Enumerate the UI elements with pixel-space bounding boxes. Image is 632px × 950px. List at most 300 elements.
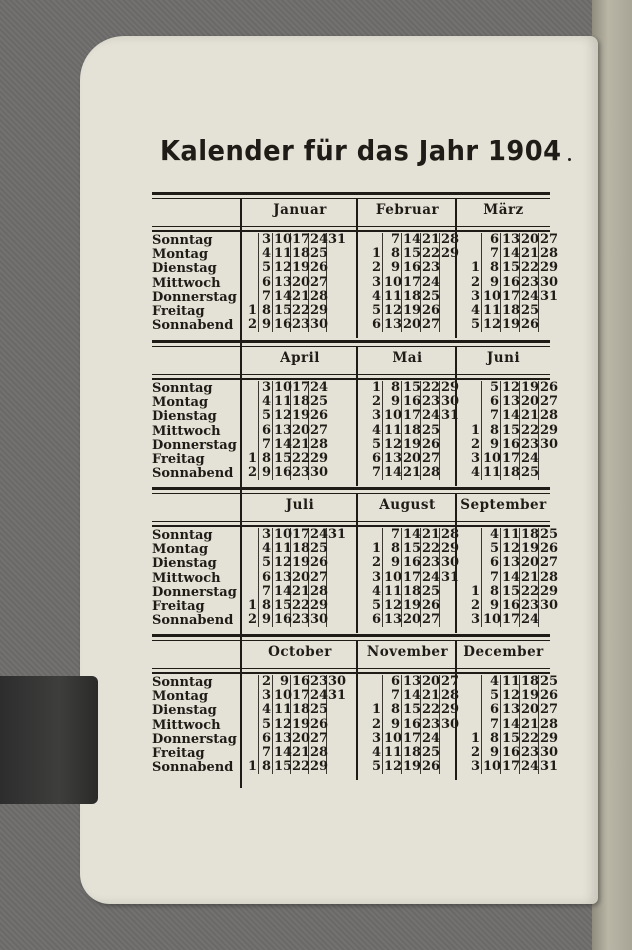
day-cell: 21: [422, 232, 441, 247]
day-cell: 2: [470, 274, 480, 290]
day-cell: [327, 732, 343, 746]
week-column: [291, 233, 309, 332]
day-cell: 4: [371, 422, 381, 438]
day-cell: 2: [371, 394, 381, 410]
day-cell: 10: [274, 380, 293, 395]
day-cell: 11: [483, 302, 502, 318]
rule-header-bottom: [152, 226, 550, 227]
day-cell: 6: [261, 422, 271, 438]
day-cell: 19: [403, 436, 422, 452]
day-cell: [461, 381, 481, 395]
day-cell: 1: [371, 246, 381, 262]
weekday-label: Montag: [152, 395, 209, 411]
weekday-labels: [152, 234, 242, 333]
rule-top: [152, 340, 550, 343]
day-cell: 11: [384, 744, 403, 760]
week-column: [421, 675, 440, 774]
day-cell: [440, 276, 458, 290]
weekday-label: Sonntag: [152, 233, 213, 248]
day-cell: 3: [470, 288, 480, 304]
day-cell: 22: [521, 260, 540, 276]
day-cell: 8: [489, 422, 499, 438]
day-cell: 17: [403, 730, 422, 746]
day-cell: [539, 304, 557, 318]
day-cell: [539, 466, 557, 480]
day-cell: 4: [261, 246, 271, 262]
week-column: [501, 381, 520, 480]
rule-top: [152, 634, 550, 637]
day-cell: 24: [310, 688, 329, 704]
day-cell: 3: [470, 450, 480, 466]
day-cell: 27: [540, 702, 559, 718]
day-cell: [461, 247, 481, 261]
day-cell: 4: [371, 288, 381, 304]
day-cell: 28: [310, 288, 329, 304]
day-cell: 31: [328, 688, 347, 704]
week-column: [520, 233, 539, 332]
day-cell: 17: [502, 612, 521, 628]
day-cell: 15: [403, 380, 422, 395]
day-cell: 7: [489, 408, 499, 424]
day-cell: 11: [274, 246, 293, 262]
day-cell: 4: [371, 744, 381, 760]
day-cell: 19: [292, 260, 311, 276]
day-cell: [362, 233, 382, 247]
day-cell: 17: [292, 527, 311, 542]
day-cell: [461, 675, 481, 689]
day-cell: [461, 703, 481, 717]
day-cell: 1: [371, 702, 381, 718]
day-cell: 24: [521, 288, 540, 304]
day-cell: 15: [274, 302, 293, 318]
day-cell: 27: [422, 450, 441, 466]
weekday-label: Sonnabend: [152, 466, 234, 482]
day-cell: 15: [502, 730, 521, 746]
day-cell: 8: [489, 730, 499, 746]
day-cell: 28: [441, 232, 460, 247]
day-cell: 19: [521, 380, 540, 395]
day-cell: 7: [261, 744, 271, 760]
day-cell: 19: [521, 541, 540, 557]
week-column: [421, 528, 440, 627]
week-column: [259, 233, 273, 332]
day-cell: 9: [261, 465, 271, 481]
weekday-label: Donnerstag: [152, 731, 237, 747]
day-cell: 3: [261, 380, 271, 395]
day-cell: [461, 395, 481, 409]
day-cell: 30: [310, 317, 329, 333]
day-cell: 11: [483, 465, 502, 481]
day-cell: 6: [489, 555, 499, 571]
day-cell: 23: [422, 394, 441, 410]
week-column: [440, 528, 458, 627]
day-cell: 5: [470, 317, 480, 333]
month-grid: [461, 233, 557, 332]
day-cell: 19: [403, 302, 422, 318]
day-cell: 2: [371, 260, 381, 276]
day-cell: [327, 718, 343, 732]
day-cell: 7: [261, 583, 271, 599]
day-cell: 22: [422, 246, 441, 262]
day-cell: 11: [502, 674, 521, 689]
day-cell: 24: [310, 232, 329, 247]
day-cell: 23: [310, 674, 329, 689]
day-cell: 25: [422, 422, 441, 438]
month-header: April: [280, 350, 320, 366]
day-cell: 15: [502, 422, 521, 438]
day-cell: 23: [521, 436, 540, 452]
day-cell: 28: [310, 436, 329, 452]
weekday-label: Montag: [152, 689, 209, 705]
day-cell: 15: [403, 246, 422, 262]
day-cell: 24: [521, 450, 540, 466]
day-cell: 11: [274, 541, 293, 557]
week-column: [520, 675, 539, 774]
rule-header-bottom: [152, 374, 550, 375]
day-cell: 25: [310, 541, 329, 557]
day-cell: [440, 746, 458, 760]
day-cell: 27: [540, 232, 559, 247]
day-cell: 18: [521, 674, 540, 689]
day-cell: 5: [371, 597, 381, 613]
day-cell: 11: [384, 288, 403, 304]
day-cell: 11: [384, 422, 403, 438]
day-cell: 13: [502, 232, 521, 247]
day-cell: 3: [261, 527, 271, 542]
day-cell: [246, 571, 258, 585]
day-cell: 30: [310, 612, 329, 628]
day-cell: 17: [403, 274, 422, 290]
day-cell: 19: [403, 597, 422, 613]
day-cell: 6: [489, 394, 499, 410]
day-cell: 23: [292, 465, 311, 481]
day-cell: 6: [371, 317, 381, 333]
day-cell: 20: [521, 394, 540, 410]
day-cell: 19: [403, 759, 422, 775]
month-header: August: [379, 497, 436, 513]
week-column: [440, 233, 458, 332]
day-cell: 10: [384, 408, 403, 424]
day-cell: 11: [274, 394, 293, 410]
day-cell: [246, 703, 258, 717]
day-cell: 30: [540, 436, 559, 452]
day-cell: 20: [292, 730, 311, 746]
day-cell: 24: [310, 380, 329, 395]
day-cell: 28: [441, 688, 460, 704]
day-cell: 30: [328, 674, 347, 689]
day-cell: 12: [384, 759, 403, 775]
week-column: [291, 381, 309, 480]
day-cell: 29: [441, 380, 460, 395]
day-cell: 18: [403, 744, 422, 760]
day-cell: 2: [247, 612, 257, 628]
day-cell: 6: [489, 232, 499, 247]
elastic-strap: [0, 676, 98, 804]
day-cell: 14: [274, 288, 293, 304]
day-cell: 28: [441, 527, 460, 542]
ink-dot: [568, 158, 571, 161]
week-column: [421, 381, 440, 480]
day-cell: 17: [292, 232, 311, 247]
day-cell: [461, 409, 481, 423]
day-cell: 14: [502, 716, 521, 732]
day-cell: 12: [384, 302, 403, 318]
month-grid: [246, 527, 347, 628]
day-cell: 9: [261, 317, 271, 333]
day-cell: 10: [384, 730, 403, 746]
month-header: März: [483, 202, 524, 218]
day-cell: 4: [371, 583, 381, 599]
day-cell: 28: [540, 569, 559, 585]
day-cell: 28: [540, 408, 559, 424]
month-header: Mai: [392, 350, 423, 366]
day-cell: 9: [390, 260, 400, 276]
day-cell: 31: [441, 569, 460, 585]
day-cell: 23: [292, 317, 311, 333]
day-cell: 9: [489, 597, 499, 613]
day-cell: 22: [422, 541, 441, 557]
weekday-label: Sonnabend: [152, 613, 234, 629]
weekday-label: Dienstag: [152, 261, 217, 277]
day-cell: [440, 760, 458, 774]
day-cell: 18: [403, 422, 422, 438]
day-cell: 29: [540, 730, 559, 746]
day-cell: 10: [483, 612, 502, 628]
day-cell: [327, 760, 343, 774]
day-cell: 20: [403, 612, 422, 628]
month-header: Juni: [486, 350, 521, 366]
day-cell: [440, 732, 458, 746]
quarter-block: [152, 340, 559, 486]
day-cell: 6: [390, 674, 400, 689]
day-cell: 18: [521, 527, 540, 542]
day-cell: 20: [422, 674, 441, 689]
day-cell: 17: [502, 759, 521, 775]
day-cell: [461, 718, 481, 732]
day-cell: 22: [521, 583, 540, 599]
week-column: [383, 381, 402, 480]
weekday-label: Montag: [152, 542, 209, 558]
week-column: [482, 381, 501, 480]
week-column: [327, 674, 347, 774]
day-cell: 9: [390, 394, 400, 410]
day-cell: [440, 261, 458, 275]
day-cell: 5: [371, 436, 381, 452]
day-cell: [440, 613, 458, 627]
day-cell: [246, 746, 258, 760]
weekday-label: Dienstag: [152, 556, 217, 572]
day-cell: 10: [384, 569, 403, 585]
day-cell: 25: [422, 744, 441, 760]
day-cell: 25: [540, 674, 559, 689]
week-column: [291, 528, 309, 627]
week-column: [461, 233, 482, 332]
day-cell: 3: [261, 232, 271, 247]
day-cell: [539, 318, 557, 332]
day-cell: 25: [422, 288, 441, 304]
weekday-label: Mittwoch: [152, 275, 221, 291]
week-column: [539, 528, 557, 627]
day-cell: 22: [292, 597, 311, 613]
day-cell: 14: [403, 232, 422, 247]
day-cell: 26: [540, 688, 559, 704]
day-cell: 25: [310, 702, 329, 718]
day-cell: 6: [489, 702, 499, 718]
day-cell: [461, 556, 481, 570]
day-cell: 22: [422, 702, 441, 718]
day-cell: 9: [489, 274, 499, 290]
rule-top-inner: [152, 346, 550, 347]
day-cell: [440, 452, 458, 466]
day-cell: [461, 542, 481, 556]
day-cell: 28: [310, 744, 329, 760]
rule-top: [152, 487, 550, 490]
day-cell: 6: [371, 612, 381, 628]
week-column: [402, 233, 421, 332]
week-column: [520, 381, 539, 480]
day-cell: 28: [540, 246, 559, 262]
day-cell: 2: [470, 744, 480, 760]
rule-header-bottom: [152, 668, 550, 669]
day-cell: 27: [422, 612, 441, 628]
day-cell: 15: [502, 583, 521, 599]
week-column: [309, 380, 329, 481]
month-header: Januar: [273, 202, 327, 218]
day-cell: 24: [422, 408, 441, 424]
week-column: [520, 528, 539, 627]
day-cell: 31: [540, 759, 559, 775]
week-column: [309, 528, 327, 627]
page-title: Kalender für das Jahr 1904: [160, 134, 562, 167]
day-cell: 3: [371, 569, 381, 585]
day-cell: 1: [371, 541, 381, 557]
day-cell: 18: [502, 465, 521, 481]
quarter-block: [152, 634, 559, 780]
week-column: [362, 675, 383, 774]
day-cell: 1: [247, 759, 257, 775]
day-cell: 10: [483, 288, 502, 304]
day-cell: [246, 261, 258, 275]
day-cell: 27: [422, 317, 441, 333]
week-column: [246, 233, 259, 332]
day-cell: 29: [310, 450, 329, 466]
day-cell: [327, 290, 343, 304]
day-cell: 26: [310, 555, 329, 571]
month-header: Juli: [285, 497, 315, 513]
month-grid: [461, 528, 557, 627]
day-cell: 16: [403, 555, 422, 571]
weekday-label: Sonntag: [152, 528, 213, 543]
day-cell: 13: [502, 394, 521, 410]
day-cell: 6: [261, 569, 271, 585]
day-cell: [327, 318, 343, 332]
day-cell: 16: [274, 317, 293, 333]
day-cell: 10: [274, 527, 293, 542]
month-grid: [461, 381, 557, 480]
day-cell: 14: [274, 744, 293, 760]
day-cell: 13: [502, 702, 521, 718]
day-cell: 16: [292, 674, 311, 689]
day-cell: 9: [279, 674, 289, 689]
day-cell: 29: [540, 260, 559, 276]
day-cell: 30: [540, 744, 559, 760]
day-cell: 24: [521, 759, 540, 775]
month-header: October: [268, 644, 332, 660]
month-grid: [246, 380, 329, 481]
day-cell: 9: [489, 744, 499, 760]
day-cell: 31: [328, 232, 347, 247]
day-cell: 26: [310, 260, 329, 276]
day-cell: 10: [384, 274, 403, 290]
day-cell: [440, 318, 458, 332]
day-cell: 2: [247, 317, 257, 333]
week-column: [440, 381, 458, 480]
day-cell: 15: [403, 541, 422, 557]
day-cell: 14: [502, 408, 521, 424]
day-cell: [246, 675, 258, 689]
month-grid: [362, 233, 458, 332]
day-cell: 14: [502, 569, 521, 585]
day-cell: 21: [292, 436, 311, 452]
week-column: [402, 675, 421, 774]
day-cell: 5: [261, 716, 271, 732]
week-column: [362, 233, 383, 332]
day-cell: 26: [422, 436, 441, 452]
day-cell: 21: [292, 288, 311, 304]
day-cell: 25: [521, 465, 540, 481]
week-column: [246, 675, 259, 774]
day-cell: 16: [502, 597, 521, 613]
day-cell: 24: [422, 274, 441, 290]
week-column: [291, 675, 309, 774]
day-cell: 12: [384, 597, 403, 613]
week-column: [246, 528, 259, 627]
day-cell: 3: [371, 408, 381, 424]
day-cell: 1: [470, 583, 480, 599]
day-cell: 22: [292, 759, 311, 775]
day-cell: 16: [274, 612, 293, 628]
day-cell: 21: [521, 246, 540, 262]
day-cell: 13: [384, 612, 403, 628]
day-cell: 1: [470, 422, 480, 438]
day-cell: 18: [292, 702, 311, 718]
day-cell: [246, 233, 258, 247]
day-cell: 18: [292, 541, 311, 557]
day-cell: 6: [371, 450, 381, 466]
day-cell: [246, 542, 258, 556]
day-cell: 4: [261, 702, 271, 718]
day-cell: 2: [470, 597, 480, 613]
day-cell: 26: [540, 380, 559, 395]
day-cell: 18: [292, 246, 311, 262]
day-cell: 12: [274, 408, 293, 424]
day-cell: 17: [502, 288, 521, 304]
day-cell: [440, 466, 458, 480]
day-cell: 28: [422, 465, 441, 481]
day-cell: 5: [489, 541, 499, 557]
week-column: [461, 528, 482, 627]
day-cell: [327, 585, 343, 599]
day-cell: 21: [403, 465, 422, 481]
column-separator: [356, 493, 358, 633]
weekday-label: Freitag: [152, 746, 205, 762]
day-cell: 27: [310, 422, 329, 438]
day-cell: [327, 247, 343, 261]
weekday-label: Donnerstag: [152, 437, 237, 453]
day-cell: [246, 290, 258, 304]
day-cell: 17: [292, 380, 311, 395]
day-cell: 8: [390, 702, 400, 718]
